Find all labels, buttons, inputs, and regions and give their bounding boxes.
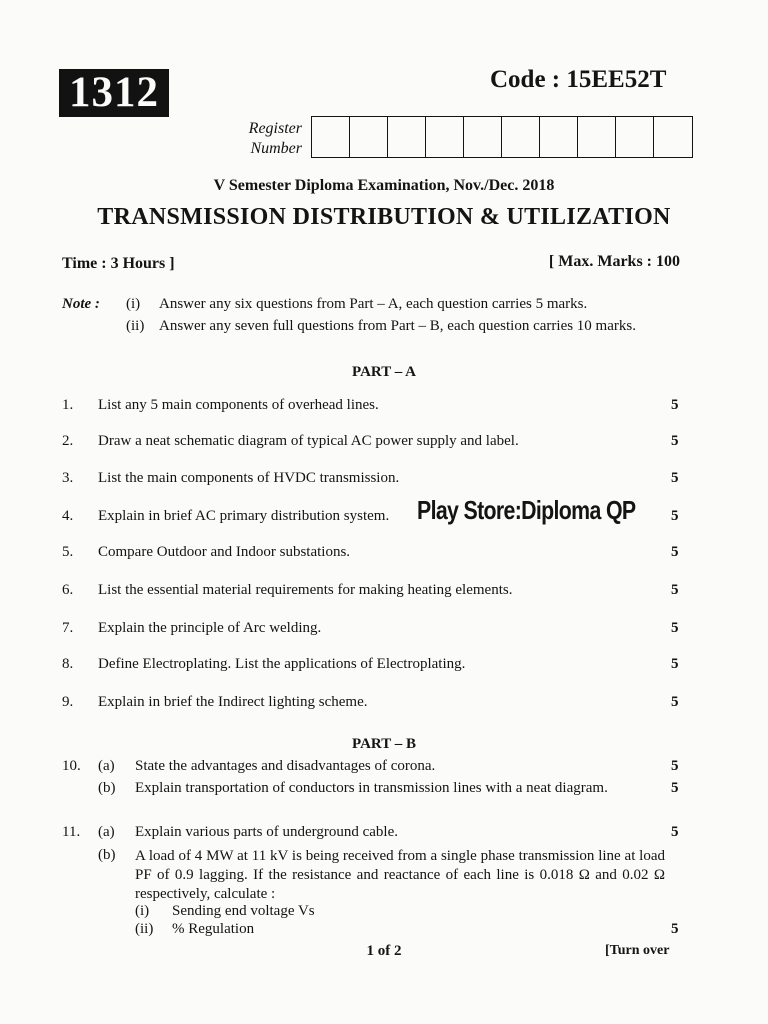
register-box: [540, 117, 578, 157]
note-item-number: (ii): [126, 318, 145, 334]
paper-code-badge: 1312: [59, 69, 169, 117]
register-box: [464, 117, 502, 157]
part-a-heading: PART – A: [352, 364, 416, 380]
page-number: 1 of 2: [366, 943, 402, 959]
question-marks: 5: [671, 397, 679, 413]
question-number: 2.: [62, 433, 74, 449]
question-number: 1.: [62, 397, 74, 413]
question-text: Draw a neat schematic diagram of typical AC power supply and label.: [98, 433, 519, 449]
register-box: [312, 117, 350, 157]
question-text: List the main components of HVDC transmission.: [98, 470, 400, 486]
paper-title: TRANSMISSION DISTRIBUTION & UTILIZATION: [97, 204, 671, 230]
question-number: 8.: [62, 656, 74, 672]
question-text: Explain in brief the Indirect lighting scheme.: [98, 694, 368, 710]
sub-part-label: (i): [135, 903, 150, 919]
register-box: [350, 117, 388, 157]
question-number: 6.: [62, 582, 74, 598]
question-marks: 5: [671, 582, 679, 598]
question-marks: 5: [671, 694, 679, 710]
sub-part-text: Sending end voltage Vs: [172, 903, 315, 919]
sub-question-label: (b): [98, 780, 116, 796]
question-number: 9.: [62, 694, 74, 710]
subject-code: Code : 15EE52T: [490, 66, 667, 93]
turn-over-label: [Turn over: [605, 943, 670, 958]
note-item: [126, 318, 636, 335]
sub-part-label: (ii): [135, 921, 154, 937]
exam-line: V Semester Diploma Examination, Nov./Dec. 2018: [213, 177, 555, 194]
time-allowed: Time : 3 Hours ]: [62, 255, 175, 272]
register-box: [426, 117, 464, 157]
question-marks: 5: [671, 824, 679, 840]
register-box: [578, 117, 616, 157]
question-marks: 5: [671, 921, 679, 937]
note-item-number: (i): [126, 296, 141, 312]
sub-part-text: % Regulation: [172, 921, 255, 937]
question-number: 10.: [62, 758, 81, 774]
question-marks: 5: [671, 758, 679, 774]
question-number: 3.: [62, 470, 74, 486]
register-box: [502, 117, 540, 157]
register-number-label: Register Number: [248, 120, 302, 157]
watermark-text: Play Store:Diploma QP: [417, 495, 636, 525]
note-item: [126, 296, 587, 313]
register-box: [654, 117, 692, 157]
question-text: Explain in brief AC primary distribution system.: [98, 508, 390, 524]
question-text: Define Electroplating. List the applications of Electroplating.: [98, 656, 466, 672]
question-number: 7.: [62, 620, 74, 636]
sub-question-label: (b): [98, 847, 116, 863]
register-number-boxes: [311, 116, 693, 158]
question-number: 11.: [62, 824, 81, 840]
question-number: 4.: [62, 508, 74, 524]
question-marks: 5: [671, 508, 679, 524]
question-marks: 5: [671, 620, 679, 636]
note-item-text: Answer any seven full questions from Part – B, each question carries 10 marks.: [159, 318, 636, 334]
question-marks: 5: [671, 433, 679, 449]
question-number: 5.: [62, 544, 74, 560]
question-marks: 5: [671, 470, 679, 486]
sub-question-label: (a): [98, 758, 115, 774]
register-box: [616, 117, 654, 157]
max-marks: [ Max. Marks : 100: [548, 253, 680, 270]
sub-question-label: (a): [98, 824, 115, 840]
question-marks: 5: [671, 780, 679, 796]
part-b-heading: PART – B: [352, 736, 416, 752]
question-text: Explain the principle of Arc welding.: [98, 620, 322, 636]
sub-question-text: A load of 4 MW at 11 kV is being received from a single phase transmission line at load PF of 0.9 lagging. If the resistance and reactance of each line is 0.018 Ω and 0.02 Ω respectively, calculate :: [135, 848, 665, 902]
question-text: List any 5 main components of overhead lines.: [98, 397, 379, 413]
question-text: List the essential material requirements for making heating elements.: [98, 582, 513, 598]
question-text: Compare Outdoor and Indoor substations.: [98, 544, 351, 560]
question-marks: 5: [671, 656, 679, 672]
question-marks: 5: [671, 544, 679, 560]
note-label: Note :: [62, 296, 100, 312]
sub-question-text: State the advantages and disadvantages of corona.: [135, 758, 436, 774]
register-box: [388, 117, 426, 157]
sub-question-text: Explain various parts of underground cable.: [135, 824, 398, 840]
sub-question-text: Explain transportation of conductors in transmission lines with a neat diagram.: [135, 780, 608, 796]
note-item-text: Answer any six questions from Part – A, each question carries 5 marks.: [159, 296, 588, 312]
